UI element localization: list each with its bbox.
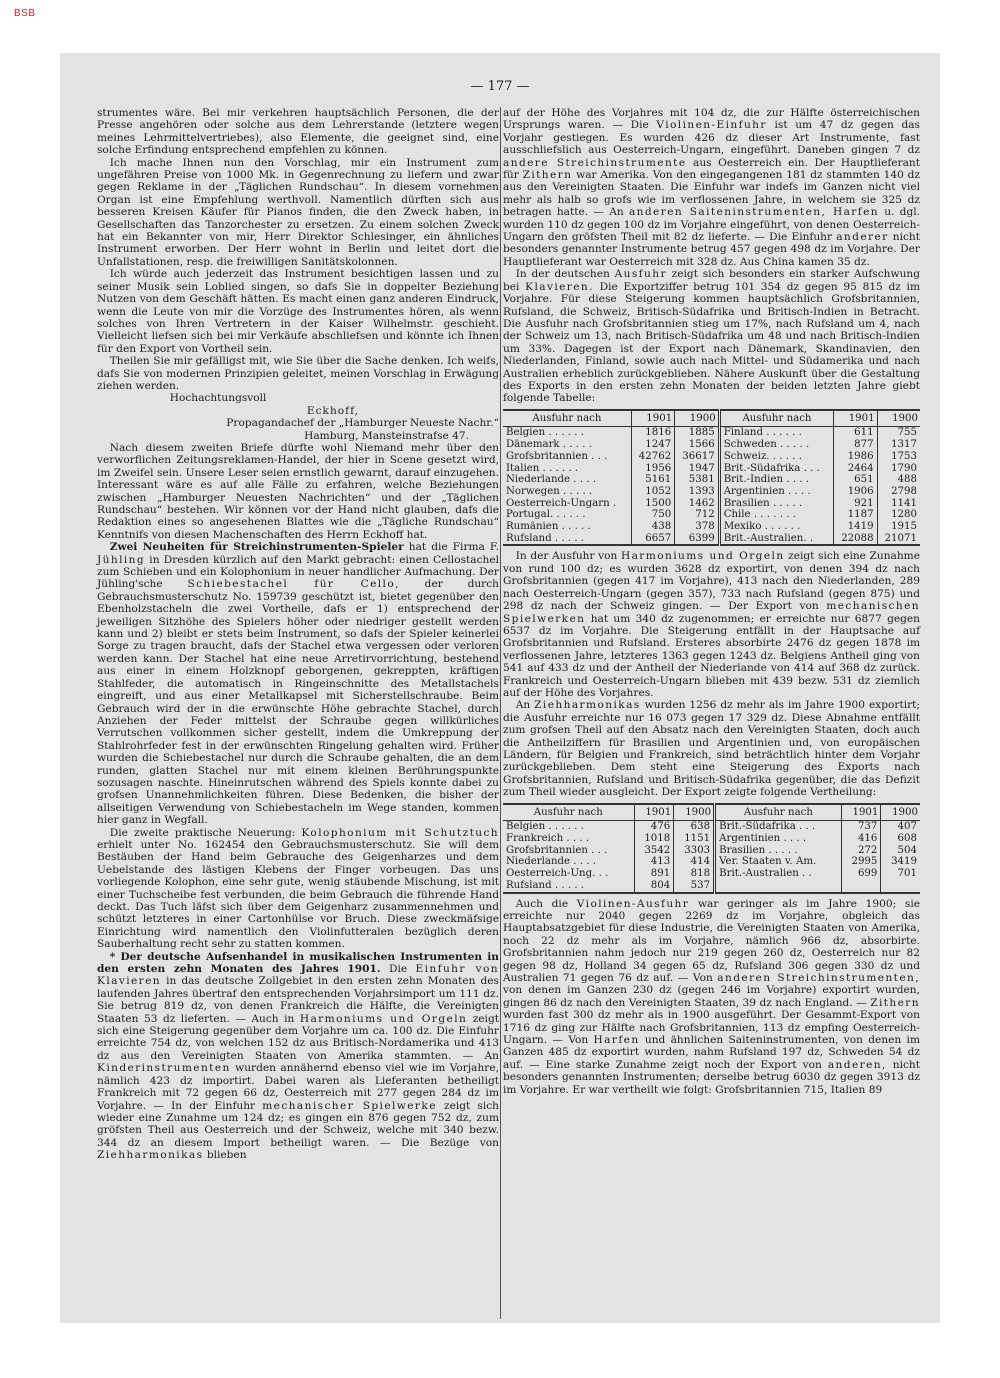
table-row (503, 451, 920, 463)
country-cell: Belgien . . . . . . (506, 821, 585, 833)
country-cell: Italien . . . . . . (506, 462, 579, 474)
paragraph: Nach diesem zweiten Briefe dürfte wohl Niemand mehr über den verworflichen Zeitungsreklamen-Handel, der hier in Scene gesetzt wird, im Zweifel sein. Unsere Leser seien ernstlich gewarnt, darauf einzugehen. Interessant wäre es auf alle Fälle zu erfahren, welche Beziehungen zwischen „Hamburger Neuesten Nachrichten“ und der „Täglichen Rundschau“ bestehen. Wir können vor der Hand nicht glauben, dafs die Redaktion eines so angesehenen Blattes wie die „Tägliche Rundschau“ Kenntnifs von diesen Machenschaften des Herrn Eckhoff hat. (97, 441, 499, 541)
country-cell: Niederlande . . . . (506, 474, 596, 486)
country-cell: Niederlande . . . . (506, 856, 596, 868)
table-row (503, 845, 920, 857)
table-header-row (503, 410, 920, 427)
paragraph: Ich mache Ihnen nun den Vorschlag, mir ein Instrument zum ungefähren Preise von 1000 Mk. in Gegenrechnung zu liefern und zwar gegen Reklame in der „Täglichen Rundschau“. In diesem vornehmen Organ ist eine Empfehlung werthvoll. Namentlich dürften sich aus besseren Kreisen Käufer für Pianos finden, die den Zweck haben, in Gesellschaften das Tanzorchester zu ersetzen. Zu einem solchen Zweck hat ein Bekannter von mir, Herr Direktor Schlesinger, ein ähnliches Instrument erworben. Der Herr wohnt in Berlin und leitet dort die Unfallstationen, resp. die freiwilligen Sanitätskolonnen. (97, 156, 499, 268)
paragraph: Auch die Violinen-Ausfuhr war geringer als im Jahre 1900; sie erreichte nur 2040 gegen 2269 dz im Vorjahre, obgleich das Hauptabsatzgebiet für diese Industrie, die Vereinigten Staaten von Amerika, noch 22 dz mehr als im Vorjahre, nämlich 966 dz, absorbirte. Grofsbritannien nahm jedoch nur 219 gegen 260 dz, Oesterreich nur 82 gegen 98 dz, Holland 34 gegen 65 dz, Rufsland 306 gegen 330 dz und Australien 71 gegen 76 dz auf. — Von anderen Streichinstrumenten, von denen im Ganzen 230 dz (gegen 246 im Vorjahre) exportirt wurden, gingen 86 dz nach den Vereinigten Staaten, 39 dz nach England. — Zithern wurden fast 300 dz mehr als in 1900 ausgeführt. Der Gesammt-Export von 1716 dz ging zur Hälfte nach Grofsbritannien, 113 dz empfing Oesterreich-Ungarn. — Von Harfen und ähnlichen Saiteninstrumenten, von denen im Ganzen 485 dz exportirt wurden, nahm Rufsland 197 dz, Schweden 54 dz auf. — Eine starke Zunahme zeigt noch der Export von anderen, nicht besonders genannten Instrumenten; derselbe betrug 6030 dz gegen 3913 dz im Vorjahre. Er war vertheilt wie folgt: Grofsbritannien 715, Italien 89 (503, 897, 920, 1096)
value-cell: 2798 (877, 486, 920, 498)
value-cell: 651 (834, 474, 877, 486)
value-cell: 413 (634, 856, 674, 868)
value-cell: 1151 (674, 833, 715, 845)
page-number: — 177 — (470, 79, 530, 94)
value-cell: 21071 (877, 533, 920, 546)
value-cell: 1462 (675, 498, 719, 510)
table-row (503, 821, 920, 833)
country-cell: Frankreich . . . . (506, 833, 590, 845)
column-header: 1900 (877, 410, 920, 427)
paragraph: In der deutschen Ausfuhr zeigt sich besonders ein starker Aufschwung bei Klavieren. Die Exportziffer betrug 101 354 dz gegen 95 815 dz im Vorjahre. Für diese Steigerung kommen hauptsächlich Grofsbritannien, Rufsland, die Schweiz, Britisch-Südafrika und Britisch-Indien in Betracht. Die Ausfuhr nach Grofsbritannien stieg um 17%, nach Rufsland um 4, nach der Schweiz um 13, nach Britisch-Südafrika um 48 und nach Britisch-Indien um 33%. Dagegen ist der Export nach Dänemark, Skandinavien, den Niederlanden, Finland, sowie auch nach Mittel- und Südamerika und nach Australien erheblich zurückgeblieben. Nähere Auskunft über die Gestaltung des Exports in den ersten zehn Monaten der beiden letzten Jahre giebt folgende Tabelle: (503, 268, 920, 405)
country-cell: Mexiko . . . . . . (719, 521, 834, 533)
country-cell: Brit.-Südafrika . . . (715, 821, 842, 833)
country-cell: Grofsbritannien . . . (506, 844, 608, 856)
value-cell: 3303 (674, 845, 715, 857)
country-cell: Portugal. . . . . . (506, 509, 586, 521)
country-cell: Belgien . . . . . . (506, 427, 585, 439)
table-row (503, 880, 920, 893)
article-heading: Zwei Neuheiten für Streichinstrumenten-Spieler (109, 541, 404, 554)
country-cell: Oesterreich-Ungarn . (506, 497, 617, 509)
paragraph: An Ziehharmonikas wurden 1256 dz mehr als im Jahre 1900 exportirt; die Ausfuhr erreichte nur 16 073 gegen 17 329 dz. Diese Abnahme entfällt zum grofsen Theil auf den Absatz nach den Vereinigten Staaten, doch auch die Antheilziffern für Brasilien und Argentinien und, von europäischen Ländern, für Belgien und Frankreich, sind beträchtlich hinter dem Vorjahr zurückgeblieben. Dem steht eine Steigerung des Exports nach Grofsbritannien, Rufsland und Britisch-Südafrika gegenüber, die das Defizit zum Theil wieder ausgleicht. Der Export zeigte folgende Vertheilung: (503, 699, 920, 799)
value-cell: 22088 (834, 533, 877, 546)
value-cell: 504 (881, 845, 920, 857)
column-header: Ausfuhr nach (715, 804, 842, 821)
value-cell: 1419 (834, 521, 877, 533)
country-cell: Dänemark . . . . . (506, 439, 592, 451)
country-cell: Brit.-Australien . . (715, 868, 842, 880)
value-cell: 1393 (675, 486, 719, 498)
country-cell: Brasilien . . . . . (715, 845, 842, 857)
scanned-page (60, 53, 940, 1323)
value-cell: 272 (841, 845, 881, 857)
value-cell: 1956 (631, 463, 674, 475)
value-cell: 1247 (631, 439, 674, 451)
value-cell: 438 (631, 521, 674, 533)
value-cell: 1986 (834, 451, 877, 463)
value-cell: 638 (674, 821, 715, 833)
paragraph: strumentes wäre. Bei mir verkehren hauptsächlich Personen, die der Presse angehören oder solche aus dem Lehrerstande (letztere wegen meines Lehrmittelvertriebes), also Elemente, die geeignet sind, eine solche Erfindung entsprechend empfehlen zu können. (97, 107, 499, 157)
column-divider (500, 107, 501, 1319)
value-cell: 414 (674, 856, 715, 868)
table-row (503, 509, 920, 521)
column-header: 1900 (675, 410, 719, 427)
table-row (503, 463, 920, 475)
value-cell: 1187 (834, 509, 877, 521)
left-column (97, 107, 499, 1162)
value-cell: 6399 (675, 533, 719, 546)
value-cell: 6657 (631, 533, 674, 546)
signature-address: Hamburg, Mansteinstrafse 47. (304, 429, 469, 442)
value-cell: 699 (841, 868, 881, 880)
value-cell: 2995 (841, 856, 881, 868)
value-cell: 1018 (634, 833, 674, 845)
value-cell: 608 (881, 833, 920, 845)
piano-export-table (503, 409, 920, 547)
value-cell: 1753 (877, 451, 920, 463)
country-cell: Brit.-Australien. . (719, 533, 834, 546)
country-cell: Schweden . . . . . (719, 439, 834, 451)
country-cell: Rumänien . . . . . (506, 521, 591, 533)
column-header: 1901 (841, 804, 881, 821)
column-header: 1901 (634, 804, 674, 821)
value-cell: 1790 (877, 463, 920, 475)
column-header: 1900 (674, 804, 715, 821)
article-jühling: Zwei Neuheiten für Streichinstrumenten-Spieler hat die Firma F. Jühling in Dresden kürzlich auf den Markt gebracht: einen Cellostachel zum Schieben und ein Kolophonium in neuer handlicher Aufmachung. Der Jühling'sche Schiebestachel für Cello, der durch Gebrauchsmusterschutz No. 159739 geschützt ist, bietet gegenüber den Ebenholzstacheln die zwei Vortheile, dafs er 1) entsprechend der jeweiligen Sitzhöhe des Spielers höher oder niedriger gestellt werden kann und 2) bleibt er stets beim Instrument, so dafs der Spieler keinerlei Sorge zu tragen braucht, dafs der Stachel etwa vergessen oder verloren werden kann. Der Stachel hat eine neue Arretirvorrichtung, bestehend aus einer in einem Holzknopf geborgenen, gekreppten, kräftigen Stahlfeder, die automatisch in Ringeinschnitte des Metallstachels eingreift, und aus einer Metallkapsel mit Sicherstellschraube. Beim Gebrauch wird der in die erwünschte Höhe gebrachte Stachel, durch Anziehen der Feder mittelst der Schraube gegen willkürliches Verrutschen vollkommen sicher gestellt, indem die Umkreppung der Stahlrohrfeder fest in der erwünschten Ringelung gehalten wird. Früher wurden die Schiebestachel nur durch die Schraube gehalten, die an dem runden, glatten Stachel nur mit einem kleinen Berührungspunkte sozusagen naschte. Hineinrutschen während des Spiels konnte dabei zu grofsen Unannehmlichkeiten führen. Diese Bedenken, die bisher der allseitigen Verwendung von Schiebestacheln im Wege standen, kommen hier ganz in Wegfall. (97, 541, 499, 827)
signature-title: Propagandachef der „Hamburger Neueste Nachr.“ (226, 417, 499, 430)
value-cell: 407 (881, 821, 920, 833)
value-cell: 737 (841, 821, 881, 833)
value-cell: 750 (631, 509, 674, 521)
value-cell: 42762 (631, 451, 674, 463)
value-cell: 537 (674, 880, 715, 893)
country-cell: Argentinien . . . . (719, 486, 834, 498)
table-row (503, 474, 920, 486)
value-cell: 1052 (631, 486, 674, 498)
value-cell: 1915 (877, 521, 920, 533)
country-cell: Argentinien . . . . (715, 833, 842, 845)
value-cell: 1885 (675, 427, 719, 439)
value-cell: 712 (675, 509, 719, 521)
country-cell: Brasilien . . . . . (719, 498, 834, 510)
column-header: Ausfuhr nach (719, 410, 834, 427)
country-cell: Chile . . . . . . . (719, 509, 834, 521)
table-header-row (503, 804, 920, 821)
table-row (503, 439, 920, 451)
table-row (503, 521, 920, 533)
country-cell: Brit.-Indien . . . . (719, 474, 834, 486)
article-aussenhandel: * Der deutsche Aufsenhandel in musikalischen Instrumenten in den ersten zehn Monaten des Jahres 1901. Die Einfuhr von Klavieren in das deutsche Zollgebiet in den ersten zehn Monaten des laufenden Jahres übertraf den entsprechenden Vorjahrsimport um 111 dz. Sie betrug 819 dz, von denen Frankreich die Hälfte, die Vereinigten Staaten 53 dz lieferten. — Auch in Harmoniums und Orgeln zeigt sich eine Steigerung gegenüber dem Vorjahre um ca. 100 dz. Die Einfuhr erreichte 754 dz, von welchen 152 dz aus Britisch-Nordamerika und 413 dz aus den Vereinigten Staaten von Amerika stammten. — An Kinderinstrumenten wurden annähernd ebenso viel wie im Vorjahre, nämlich 423 dz importirt. Dabei waren als Lieferanten betheiligt Frankreich mit 72 gegen 66 dz, Oesterreich mit 277 gegen 284 dz im Vorjahre. — In der Einfuhr mechanischer Spielwerke zeigt sich wieder eine Zunahme um 124 dz; es gingen ein 876 gegen 752 dz, zum gröfsten Theil aus Oesterreich und der Schweiz, welche mit 340 bezw. 344 dz an diesem Import betheiligt waren. — Die Bezüge von Ziehharmonikas blieben (97, 950, 500, 1162)
country-cell: Rufsland . . . . . (506, 879, 585, 891)
table-row (503, 533, 920, 546)
right-column (503, 107, 920, 1096)
value-cell: 921 (834, 498, 877, 510)
library-watermark: BSB (14, 8, 36, 19)
column-header: 1901 (631, 410, 674, 427)
country-cell: Finland . . . . . . (719, 427, 834, 439)
value-cell: 416 (841, 833, 881, 845)
column-header: Ausfuhr nach (503, 410, 631, 427)
letter-closing: Hochachtungsvoll (169, 392, 267, 405)
table-row (503, 498, 920, 510)
country-cell: Norwegen . . . . . (506, 485, 593, 497)
value-cell: 1141 (877, 498, 920, 510)
value-cell: 877 (834, 439, 877, 451)
value-cell: 1566 (675, 439, 719, 451)
value-cell: 1816 (631, 427, 674, 439)
country-cell (715, 880, 842, 893)
value-cell: 818 (674, 868, 715, 880)
value-cell: 1947 (675, 463, 719, 475)
table-row (503, 856, 920, 868)
table-row (503, 427, 920, 439)
value-cell (881, 880, 920, 893)
value-cell: 1317 (877, 439, 920, 451)
table-row (503, 833, 920, 845)
value-cell: 1906 (834, 486, 877, 498)
country-cell: Grofsbritannien . . . (506, 450, 608, 462)
value-cell: 1280 (877, 509, 920, 521)
paragraph: Theilen Sie mir gefälligst mit, wie Sie über die Sache denken. Ich weifs, dafs Sie von modernen Prinzipien geleitet, meinen Vorschlag in Erwägung ziehen werden. (97, 355, 499, 392)
table-row (503, 486, 920, 498)
value-cell: 611 (834, 427, 877, 439)
value-cell: 891 (634, 868, 674, 880)
paragraph: auf der Höhe des Vorjahres mit 104 dz, die zur Hälfte österreichischen Ursprungs waren. — Die Violinen-Einfuhr ist um 47 dz gegen das Vorjahr gestiegen. Es wurden 426 dz dieser Art Instrumente, fast ausschliefslich aus Oesterreich-Ungarn, eingeführt. Daneben gingen 7 dz andere Streichinstrumente aus Oesterreich ein. Der Hauptlieferant für Zithern war Amerika. Von den eingegangenen 181 dz stammten 140 dz aus den Vereinigten Staaten. Die Einfuhr war indefs im Ganzen nicht viel mehr als halb so grofs wie im verflossenen Jahre, in welchem sie 325 dz betragen hatte. — An anderen Saiteninstrumenten, Harfen u. dgl. wurden 110 dz gegen 100 dz im Vorjahre eingeführt, von denen Oesterreich-Ungarn den gröfsten Theil mit 82 dz lieferte. — Die Einfuhr anderer nicht besonders genannter Instrumente betrug 457 gegen 498 dz im Vorjahre. Der Hauptlieferant war Oesterreich mit 328 dz. Aus China kamen 35 dz. (503, 107, 920, 268)
paragraph: Ich würde auch jederzeit das Instrument besichtigen lassen und zu seiner Musik sein Loblied singen, so dafs Sie in doppelter Beziehung Nutzen von dem Geschäft hätten. Es macht einen ganz anderen Eindruck, wenn die Leute von mir die Vorzüge des Instrumentes hören, als wenn solches von Ihren Vertretern in der Kaiser Wilhelmstr. geschieht. Vielleicht liefsen sich bei mir Verkäufe abschliefsen und könnte ich Ihnen für den Export von Vortheil sein. (97, 268, 499, 355)
value-cell: 3419 (881, 856, 920, 868)
harmonica-export-table (503, 803, 920, 894)
country-cell: Brit.-Südafrika . . . (719, 463, 834, 475)
value-cell: 1500 (631, 498, 674, 510)
column-header: 1901 (834, 410, 877, 427)
column-header: Ausfuhr nach (503, 804, 634, 821)
column-header: 1900 (881, 804, 920, 821)
article-heading: * Der deutsche Aufsenhandel in musikalischen Instrumenten in den ersten zehn Monaten des Jahres 1901. (97, 950, 499, 976)
country-cell: Rufsland . . . . . (506, 532, 585, 544)
value-cell: 701 (881, 868, 920, 880)
value-cell (841, 880, 881, 893)
value-cell: 36617 (675, 451, 719, 463)
country-cell: Oesterreich-Ung. . . (506, 868, 609, 880)
value-cell: 5381 (675, 474, 719, 486)
value-cell: 804 (634, 880, 674, 893)
value-cell: 378 (675, 521, 719, 533)
paragraph: Die zweite praktische Neuerung: Kolophonium mit Schutztuch erhielt unter No. 162454 den Gebrauchsmusterschutz. Sie will dem Bestäuben der Hand beim Gebrauche des Geigenharzes und dem Uebelstande des lästigen Klebens der Finger vorbeugen. Das uns vorliegende Kolophon, eine sehr gute, wenig stäubende Mischung, ist mit einer Tuchscheibe fest verbunden, die beim Gebrauch die führende Hand deckt. Das Tuch läfst sich über dem Geigenharz zusammennehmen und schützt letzteres in einer Cartonhülse vor Bruch. Diese zweckmäfsige Einrichtung wird namentlich den Violinfutteralen bezüglich deren Sauberhaltung recht sehr zu statten kommen. (97, 826, 499, 951)
value-cell: 755 (877, 427, 920, 439)
country-cell: Ver. Staaten v. Am. (715, 856, 842, 868)
value-cell: 3542 (634, 845, 674, 857)
value-cell: 5161 (631, 474, 674, 486)
value-cell: 488 (877, 474, 920, 486)
value-cell: 476 (634, 821, 674, 833)
table-row (503, 868, 920, 880)
country-cell: Schweiz. . . . . . (719, 451, 834, 463)
value-cell: 2464 (834, 463, 877, 475)
signature-name: Eckhoff, (306, 404, 359, 417)
paragraph: In der Ausfuhr von Harmoniums und Orgeln zeigt sich eine Zunahme von rund 100 dz; es wurden 3628 dz exportirt, von denen 394 dz nach Grofsbritannien (gegen 417 im Vorjahre), 413 nach den Niederlanden, 289 nach Oesterreich-Ungarn (gegen 357), 733 nach Rufsland (gegen 875) und 298 dz nach der Schweiz gingen. — Der Export von mechanischen Spielwerken hat um 340 dz zugenommen; er erreichte nur 6877 gegen 6537 dz im Vorjahre. Die Steigerung entfällt in der Hauptsache auf Grofsbritannien und Rufsland. Ersteres absorbirte 2476 dz gegen 1878 im verflossenen Jahre, letzteres 1363 gegen 1243 dz. Belgiens Antheil ging von 541 auf 433 dz und der Antheil der Niederlande von 414 auf 368 dz zurück. Frankreich und Oesterreich-Ungarn blieben mit 439 bezw. 531 dz ziemlich auf der Höhe des Vorjahres. (503, 550, 920, 699)
